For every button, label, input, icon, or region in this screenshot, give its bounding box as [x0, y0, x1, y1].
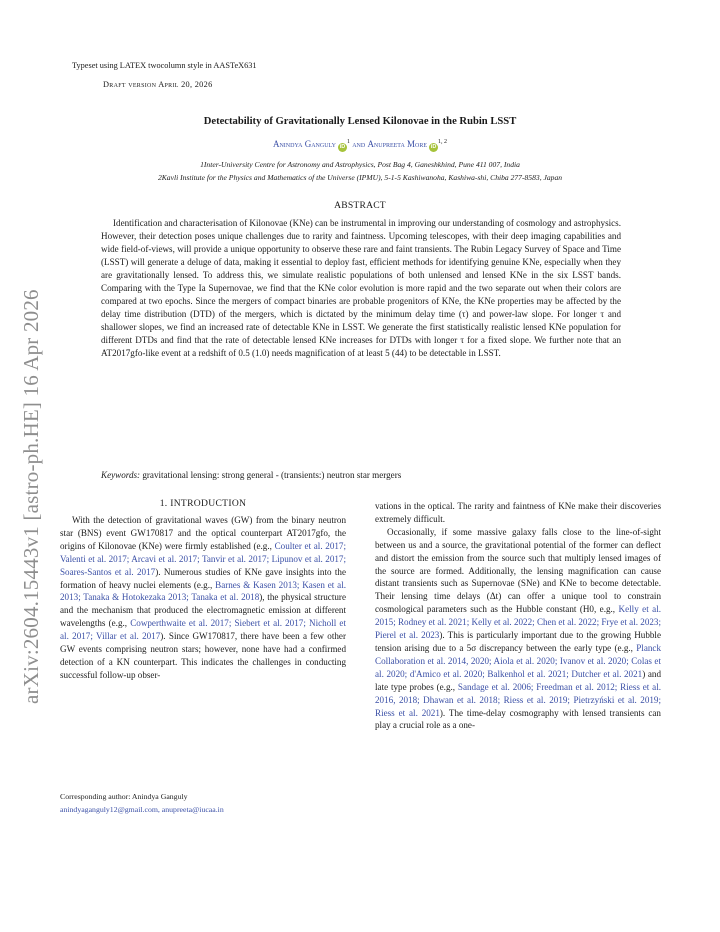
text-run: ). Since GW170817, there have been a few other GW events comprising neutron stars; however, none have had a confirmed detection of a KN counterpart. This indicates the challenges in conducting successful follow-up obser- — [60, 631, 346, 680]
text-run: ). This is particularly important due to the growing Hubble tension arising due to a 5σ discrepancy between the early type (e.g., — [375, 630, 661, 653]
intro-paragraph-2 — [375, 526, 661, 733]
author-emails[interactable]: anindyaganguly12@gmail.com, anupreeta@iucaa.in — [60, 805, 224, 814]
keywords-label: Keywords: — [101, 470, 141, 480]
paper-title: Detectability of Gravitationally Lensed Kilonovae in the Rubin LSST — [203, 116, 517, 127]
text-run: ). Numerous studies of KNe gave insights into the formation of heavy nuclei elements (e.g., — [60, 566, 346, 590]
text-run: Occasionally, if some massive galaxy falls close to the line-of-sight between us and a source, the gravitational potential of the former can deflect and distort the emission from the source such that multiply lensed images of the source are formed. Additionally, the lensing magnification can cause distant transients such as Supernovae (SNe) and KNe to become detectable. Their lensing time delays (Δt) can offer a unique tool to constrain cosmological parameters such as the Hubble constant (H0, e.g., — [375, 526, 661, 615]
citation-link[interactable]: Barnes & Kasen 2013; Kasen et al. 2013; Tanaka & Hotokezaka 2013; Tanaka et al. 2018 — [60, 579, 347, 603]
text-run: ), the physical structure and the mechanism that produced the electromagnetic emission at different wavelengths (e.g., — [60, 592, 346, 629]
citation-link[interactable]: Coulter et al. 2017; Valenti et al. 2017; Arcavi et al. 2017; Tanvir et al. 2017; Lipunov et al. 2017; Soares-Santos et al. 2017 — [60, 540, 346, 577]
citation-link[interactable]: Kelly et al. 2015; Rodney et al. 2021; Kelly et al. 2022; Chen et al. 2022; Frye et al. 2023; Pierel et al. 2023 — [375, 604, 661, 641]
author-more[interactable]: Anupreeta More — [367, 139, 428, 149]
draft-version: Draft version April 20, 2026 — [103, 80, 213, 89]
author-affil-sup: 1 — [346, 139, 350, 145]
citation-link[interactable]: Sandage et al. 2006; Freedman et al. 2012; Riess et al. 2016, 2018; Dhawan et al. 2018; Riess et al. 2019; Pietrzyński et al. 2019; Riess et al. 2021 — [375, 681, 661, 718]
affiliation-1: 1Inter-University Centre for Astronomy and Astrophysics, Post Bag 4, Ganeshkhind, Pune 411 007, India — [200, 160, 520, 169]
affiliation-2: 2Kavli Institute for the Physics and Mathematics of the Universe (IPMU), 5-1-5 Kashiwanoha, Kashiwa-shi, Chiba 277-8583, Japan — [157, 173, 563, 182]
author-ganguly[interactable]: Anindya Ganguly — [272, 139, 336, 149]
author-affil-sup: 1, 2 — [438, 139, 448, 145]
keywords — [101, 470, 621, 480]
author-and: and — [352, 139, 366, 149]
intro-paragraph-1-continued: vations in the optical. The rarity and faintness of KNe make their discoveries extremely difficult. — [375, 501, 661, 524]
typeset-note: Typeset using LATEX twocolumn style in AASTeX631 — [72, 61, 257, 70]
author-line — [0, 139, 720, 152]
orcid-icon[interactable]: iD — [430, 144, 437, 150]
abstract-text: Identification and characterisation of Kilonovae (KNe) can be instrumental in improving our understanding of cosmology and astrophysics. However, their detection poses unique challenges due to rarity and faintness. Upcoming telescopes, with their deep imaging capabilities and wide field-of-views, will provide a unique opportunity to observe these rare and faint transients. The Rubin Legacy Survey of Space and Time (LSST) will generate a deluge of data, making it essential to deploy fast, efficient methods for identifying genuine KNe, especially when they are gravitationally lensed. To address this, we simulate realistic populations of both unlensed and lensed KNe in the six LSST bands. Comparing with the Type Ia Supernovae, we find that the KNe color evolution is more rapid and the two separate out when their colors are compared at two epochs. Since the mergers of compact binaries are probable progenitors of KNe, the KNe properties may be affected by the delay time distribution (DTD) of the mergers, which is dictated by the minimum delay time (τ) and power-law slope. For longer τ and shallower slopes, we find an increased rate of detectable KNe in LSST. We generate the first statistically realistic lensed KNe population for different DTDs and find that the rate of detectable lensed KNe increases for DTDs with longer τ for a fixed slope. We further note that an AT2017gfo-like event at a redshift of 0.5 (1.0) needs magnification of at least 5 (44) to be detectable in LSST. — [101, 218, 621, 359]
keywords-text: gravitational lensing: strong general - (transients:) neutron star mergers — [142, 470, 402, 480]
text-run: ) and late type probes (e.g., — [375, 668, 661, 692]
column-left — [60, 514, 346, 682]
intro-paragraph-1 — [60, 514, 346, 682]
citation-link[interactable]: Planck Collaboration et al. 2014, 2020; Aiola et al. 2020; Ivanov et al. 2020; Colas et al. 2020; d'Amico et al. 2020; Balkenhol et al. 2021; Dutcher et al. 2021 — [375, 642, 661, 679]
column-right — [375, 500, 661, 732]
section-heading-introduction: 1. INTRODUCTION — [159, 498, 247, 509]
corresponding-author: Corresponding author: Anindya Ganguly — [60, 792, 188, 801]
citation-link[interactable]: Cowperthwaite et al. 2017; Siebert et al. 2017; Nicholl et al. 2017; Villar et al. 2017 — [60, 618, 346, 642]
orcid-icon[interactable]: iD — [339, 144, 346, 150]
text-run: With the detection of gravitational waves (GW) from the binary neutron star (BNS) event GW170817 and the optical counterpart AT2017gfo, the origins of Kilonovae (KNe) were firmly established (e.g., — [60, 515, 346, 551]
abstract-heading: ABSTRACT — [334, 200, 386, 211]
arxiv-identifier: arXiv:2604.15443v1 [astro-ph.HE] 16 Apr 2026 — [19, 289, 43, 704]
text-run: ). The time-delay cosmography with lensed transients can play a crucial role as a one- — [375, 707, 661, 731]
